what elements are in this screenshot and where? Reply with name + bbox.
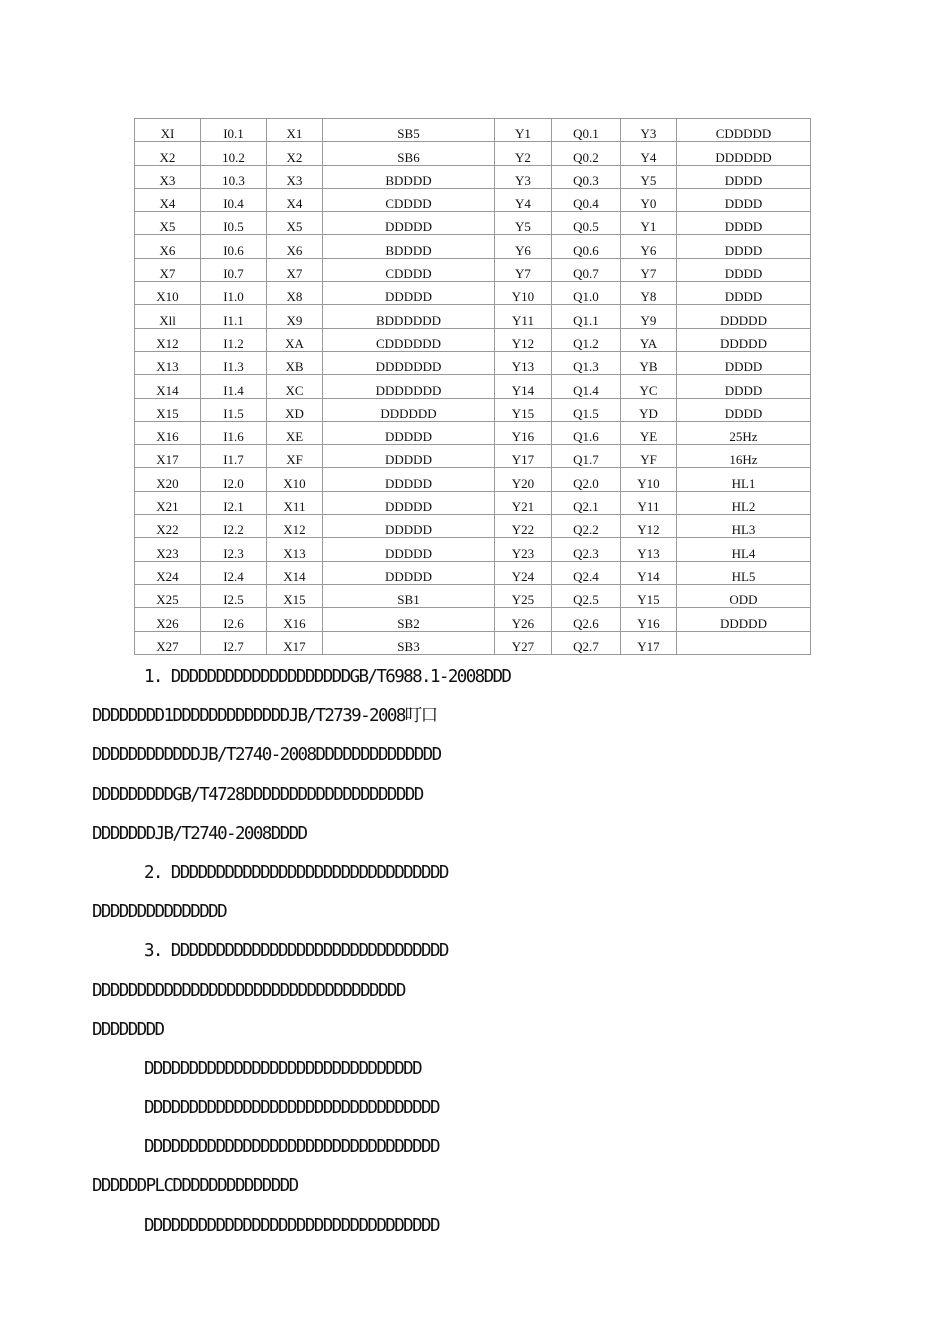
table-cell-input-code: X16: [135, 421, 201, 444]
table-cell-input-device: DDDDD: [323, 468, 495, 491]
paragraph-line: DDDDDDDD: [92, 1019, 164, 1040]
paragraph-line: DDDDDDPLCDDDDDDDDDDDDDD: [92, 1176, 298, 1197]
table-cell-input-code: X15: [135, 398, 201, 421]
paragraph-line: DDDDDDDDDDDDDDDDDDDDDDDDDDDDDDDDDDD: [92, 980, 405, 1001]
table-cell-output-symbol: Y12: [621, 515, 677, 538]
table-cell-input-code: X6: [135, 235, 201, 258]
table-cell-input-symbol: XE: [267, 421, 323, 444]
table-cell-output-symbol: Y10: [621, 468, 677, 491]
table-cell-input-device: SB5: [323, 119, 495, 142]
table-cell-output-code: Y11: [495, 305, 552, 328]
table-cell-output-symbol: YB: [621, 351, 677, 374]
table-cell-output-code: Y26: [495, 608, 552, 631]
table-row: [135, 375, 811, 398]
table-cell-input-device: SB2: [323, 608, 495, 631]
table-cell-input-device: DDDDDDD: [323, 375, 495, 398]
table-cell-output-device: HL5: [677, 561, 811, 584]
table-cell-output-code: Y1: [495, 119, 552, 142]
paragraph-line: DDDDDDDDDGB/T4728DDDDDDDDDDDDDDDDDDDD: [92, 784, 423, 805]
table-cell-output-address: Q1.1: [552, 305, 621, 328]
table-cell-output-address: Q1.4: [552, 375, 621, 398]
table-cell-output-symbol: YC: [621, 375, 677, 398]
table-cell-output-symbol: Y8: [621, 282, 677, 305]
table-cell-output-device: DDDDDD: [677, 142, 811, 165]
table-cell-output-symbol: Y6: [621, 235, 677, 258]
paragraph-line: DDDDDDDD1DDDDDDDDDDDDDJB/T2739-2008叮口: [92, 706, 437, 727]
table-cell-output-address: Q1.3: [552, 351, 621, 374]
table-cell-output-device: HL3: [677, 515, 811, 538]
table-row: [135, 142, 811, 165]
table-cell-output-symbol: Y4: [621, 142, 677, 165]
table-cell-input-symbol: X10: [267, 468, 323, 491]
table-cell-output-device: DDDD: [677, 165, 811, 188]
table-cell-output-address: Q1.5: [552, 398, 621, 421]
table-cell-input-device: CDDDDDD: [323, 328, 495, 351]
table-row: [135, 328, 811, 351]
table-row: [135, 282, 811, 305]
table-cell-input-address: I1.2: [201, 328, 267, 351]
table-cell-input-symbol: X2: [267, 142, 323, 165]
table-cell-output-device: DDDD: [677, 375, 811, 398]
table-cell-input-address: I2.6: [201, 608, 267, 631]
table-row: [135, 491, 811, 514]
table-cell-input-code: X12: [135, 328, 201, 351]
table-cell-input-device: DDDDD: [323, 491, 495, 514]
table-cell-output-device: DDDDD: [677, 305, 811, 328]
table-cell-output-address: Q2.7: [552, 631, 621, 654]
table-row: [135, 538, 811, 561]
table-cell-output-device: HL4: [677, 538, 811, 561]
table-cell-output-device: CDDDDD: [677, 119, 811, 142]
table-cell-output-device: DDDD: [677, 258, 811, 281]
table-row: [135, 119, 811, 142]
table-cell-output-code: Y20: [495, 468, 552, 491]
table-cell-input-code: X14: [135, 375, 201, 398]
table-cell-output-address: Q1.6: [552, 421, 621, 444]
table-cell-output-address: Q0.6: [552, 235, 621, 258]
table-cell-input-symbol: X3: [267, 165, 323, 188]
table-cell-input-device: BDDDD: [323, 165, 495, 188]
table-cell-output-address: Q0.7: [552, 258, 621, 281]
table-cell-output-address: Q2.0: [552, 468, 621, 491]
table-cell-input-address: I2.5: [201, 584, 267, 607]
table-cell-input-symbol: XA: [267, 328, 323, 351]
table-cell-input-device: DDDDD: [323, 282, 495, 305]
table-cell-input-device: SB1: [323, 584, 495, 607]
table-cell-output-code: Y13: [495, 351, 552, 374]
table-cell-input-symbol: X8: [267, 282, 323, 305]
table-row: [135, 212, 811, 235]
table-row: [135, 188, 811, 211]
table-cell-output-code: Y17: [495, 445, 552, 468]
table-cell-input-code: X27: [135, 631, 201, 654]
table-cell-output-symbol: Y9: [621, 305, 677, 328]
table-cell-input-address: I2.1: [201, 491, 267, 514]
table-cell-output-code: Y2: [495, 142, 552, 165]
io-assignment-table: [134, 118, 811, 655]
table-cell-input-device: SB6: [323, 142, 495, 165]
table-cell-output-symbol: Y5: [621, 165, 677, 188]
table-cell-output-device: DDDD: [677, 398, 811, 421]
table-cell-output-code: Y25: [495, 584, 552, 607]
table-cell-input-device: BDDDD: [323, 235, 495, 258]
table-cell-output-address: Q2.1: [552, 491, 621, 514]
table-cell-input-address: I0.7: [201, 258, 267, 281]
table-cell-output-address: Q2.5: [552, 584, 621, 607]
table-cell-input-code: X20: [135, 468, 201, 491]
table-cell-output-code: Y3: [495, 165, 552, 188]
table-cell-input-symbol: X6: [267, 235, 323, 258]
table-cell-input-code: X4: [135, 188, 201, 211]
table-cell-input-code: X26: [135, 608, 201, 631]
table-row: [135, 398, 811, 421]
paragraph-line: DDDDDDDDDDDDDDD: [92, 902, 227, 923]
table-cell-input-symbol: X9: [267, 305, 323, 328]
table-cell-output-address: Q0.4: [552, 188, 621, 211]
table-cell-input-device: DDDDD: [323, 538, 495, 561]
table-cell-input-device: DDDDD: [323, 515, 495, 538]
document-body: [92, 662, 872, 1250]
table-cell-output-code: Y5: [495, 212, 552, 235]
table-cell-output-address: Q0.5: [552, 212, 621, 235]
table-cell-input-address: I2.7: [201, 631, 267, 654]
table-cell-output-symbol: Y13: [621, 538, 677, 561]
table-cell-input-device: CDDDD: [323, 188, 495, 211]
table-cell-output-symbol: YD: [621, 398, 677, 421]
table-cell-output-symbol: Y7: [621, 258, 677, 281]
table-cell-input-symbol: XB: [267, 351, 323, 374]
table-cell-input-symbol: X14: [267, 561, 323, 584]
table-cell-input-code: X23: [135, 538, 201, 561]
table-cell-output-symbol: Y11: [621, 491, 677, 514]
table-cell-output-symbol: YA: [621, 328, 677, 351]
table-cell-input-symbol: X12: [267, 515, 323, 538]
table-cell-output-code: Y16: [495, 421, 552, 444]
table-cell-input-code: X10: [135, 282, 201, 305]
table-row: [135, 468, 811, 491]
table-cell-output-device: ODD: [677, 584, 811, 607]
table-cell-output-symbol: Y1: [621, 212, 677, 235]
table-cell-input-code: X22: [135, 515, 201, 538]
table-cell-input-code: Xll: [135, 305, 201, 328]
table-cell-output-device: DDDDD: [677, 608, 811, 631]
paragraph-line: DDDDDDDDDDDDDDDDDDDDDDDDDDDDDDDDD: [144, 1098, 439, 1119]
paragraph-line: DDDDDDDDDDDDDDDDDDDDDDDDDDDDDDD: [144, 1058, 422, 1079]
table-row: [135, 165, 811, 188]
table-cell-input-symbol: XF: [267, 445, 323, 468]
table-row: [135, 235, 811, 258]
table-cell-output-address: Q1.0: [552, 282, 621, 305]
table-cell-input-device: BDDDDDD: [323, 305, 495, 328]
table-cell-input-symbol: X1: [267, 119, 323, 142]
table-cell-output-symbol: Y14: [621, 561, 677, 584]
table-cell-output-device: DDDD: [677, 188, 811, 211]
table-cell-input-address: 10.3: [201, 165, 267, 188]
table-cell-input-symbol: X13: [267, 538, 323, 561]
table-cell-input-address: 10.2: [201, 142, 267, 165]
table-row: [135, 515, 811, 538]
table-cell-input-code: X2: [135, 142, 201, 165]
table-cell-output-code: Y24: [495, 561, 552, 584]
table-cell-input-code: X7: [135, 258, 201, 281]
table-cell-input-code: XI: [135, 119, 201, 142]
table-cell-output-address: Q1.7: [552, 445, 621, 468]
table-cell-input-address: I1.4: [201, 375, 267, 398]
table-cell-input-address: I1.1: [201, 305, 267, 328]
table-cell-output-device: DDDD: [677, 235, 811, 258]
table-cell-input-address: I0.6: [201, 235, 267, 258]
table-cell-output-device: 25Hz: [677, 421, 811, 444]
table-row: [135, 584, 811, 607]
table-cell-input-symbol: X7: [267, 258, 323, 281]
table-cell-input-symbol: X5: [267, 212, 323, 235]
table-cell-input-address: I1.3: [201, 351, 267, 374]
table-cell-output-address: Q2.4: [552, 561, 621, 584]
paragraph-line: 3. DDDDDDDDDDDDDDDDDDDDDDDDDDDDDDD: [144, 941, 448, 962]
table-cell-output-symbol: YE: [621, 421, 677, 444]
paragraph-line: DDDDDDDDDDDDDDDDDDDDDDDDDDDDDDDDD: [144, 1137, 439, 1158]
paragraph-line: DDDDDDDDDDDDJB/T2740-2008DDDDDDDDDDDDDD: [92, 745, 441, 766]
table-cell-input-symbol: X17: [267, 631, 323, 654]
table-row: [135, 351, 811, 374]
table-cell-input-device: DDDDD: [323, 421, 495, 444]
table-row: [135, 421, 811, 444]
table-cell-input-address: I0.5: [201, 212, 267, 235]
table-cell-input-symbol: XD: [267, 398, 323, 421]
table-cell-input-address: I1.6: [201, 421, 267, 444]
table-cell-input-address: I0.1: [201, 119, 267, 142]
table-cell-input-device: CDDDD: [323, 258, 495, 281]
table-cell-input-device: SB3: [323, 631, 495, 654]
table-cell-input-code: X3: [135, 165, 201, 188]
table-cell-output-code: Y22: [495, 515, 552, 538]
table-cell-output-device: DDDDD: [677, 328, 811, 351]
table-cell-input-code: X17: [135, 445, 201, 468]
paragraph-line: 1. DDDDDDDDDDDDDDDDDDDDGB/T6988.1-2008DDD: [144, 667, 511, 687]
table-cell-output-symbol: Y17: [621, 631, 677, 654]
table-cell-output-device: HL1: [677, 468, 811, 491]
table-cell-input-address: I2.3: [201, 538, 267, 561]
table-cell-input-device: DDDDDD: [323, 398, 495, 421]
table-cell-input-symbol: X15: [267, 584, 323, 607]
table-cell-input-device: DDDDD: [323, 212, 495, 235]
table-cell-output-code: Y23: [495, 538, 552, 561]
table-cell-output-code: Y10: [495, 282, 552, 305]
io-table-body: [135, 119, 811, 655]
paragraph-line: DDDDDDDDDDDDDDDDDDDDDDDDDDDDDDDDD: [144, 1215, 439, 1236]
table-cell-output-code: Y7: [495, 258, 552, 281]
table-cell-input-address: I2.0: [201, 468, 267, 491]
table-cell-output-address: Q0.1: [552, 119, 621, 142]
table-row: [135, 561, 811, 584]
table-cell-input-device: DDDDDDD: [323, 351, 495, 374]
table-cell-input-device: DDDDD: [323, 561, 495, 584]
table-cell-output-address: Q0.2: [552, 142, 621, 165]
table-row: [135, 608, 811, 631]
table-cell-output-device: DDDD: [677, 351, 811, 374]
table-cell-output-symbol: Y15: [621, 584, 677, 607]
table-cell-output-code: Y4: [495, 188, 552, 211]
table-cell-output-symbol: YF: [621, 445, 677, 468]
paragraph-line: DDDDDDDJB/T2740-2008DDDD: [92, 823, 307, 844]
table-cell-output-symbol: Y3: [621, 119, 677, 142]
table-cell-output-device: DDDD: [677, 282, 811, 305]
table-cell-output-address: Q2.3: [552, 538, 621, 561]
table-cell-input-address: I1.0: [201, 282, 267, 305]
table-cell-input-symbol: XC: [267, 375, 323, 398]
paragraph-line: 2. DDDDDDDDDDDDDDDDDDDDDDDDDDDDDDD: [144, 862, 448, 883]
table-cell-input-code: X25: [135, 584, 201, 607]
table-cell-output-device: HL2: [677, 491, 811, 514]
table-cell-input-symbol: X16: [267, 608, 323, 631]
table-cell-output-device: DDDD: [677, 212, 811, 235]
table-row: [135, 305, 811, 328]
table-cell-input-device: DDDDD: [323, 445, 495, 468]
table-cell-input-code: X21: [135, 491, 201, 514]
table-cell-output-device: 16Hz: [677, 445, 811, 468]
table-cell-output-code: Y14: [495, 375, 552, 398]
table-row: [135, 631, 811, 654]
table-cell-output-address: Q2.6: [552, 608, 621, 631]
table-cell-input-address: I1.5: [201, 398, 267, 421]
table-cell-output-code: Y12: [495, 328, 552, 351]
table-cell-output-address: Q1.2: [552, 328, 621, 351]
table-cell-input-code: X13: [135, 351, 201, 374]
table-cell-input-address: I0.4: [201, 188, 267, 211]
table-row: [135, 445, 811, 468]
table-cell-output-symbol: Y0: [621, 188, 677, 211]
table-cell-input-address: I2.4: [201, 561, 267, 584]
table-row: [135, 258, 811, 281]
table-cell-output-address: Q0.3: [552, 165, 621, 188]
table-cell-output-symbol: Y16: [621, 608, 677, 631]
table-cell-input-symbol: X4: [267, 188, 323, 211]
table-cell-input-code: X24: [135, 561, 201, 584]
table-cell-output-device: [677, 631, 811, 654]
table-cell-output-code: Y15: [495, 398, 552, 421]
table-cell-output-address: Q2.2: [552, 515, 621, 538]
table-cell-output-code: Y6: [495, 235, 552, 258]
table-cell-input-code: X5: [135, 212, 201, 235]
table-cell-input-address: I2.2: [201, 515, 267, 538]
table-cell-output-code: Y21: [495, 491, 552, 514]
table-cell-output-code: Y27: [495, 631, 552, 654]
table-cell-input-address: I1.7: [201, 445, 267, 468]
table-cell-input-symbol: X11: [267, 491, 323, 514]
